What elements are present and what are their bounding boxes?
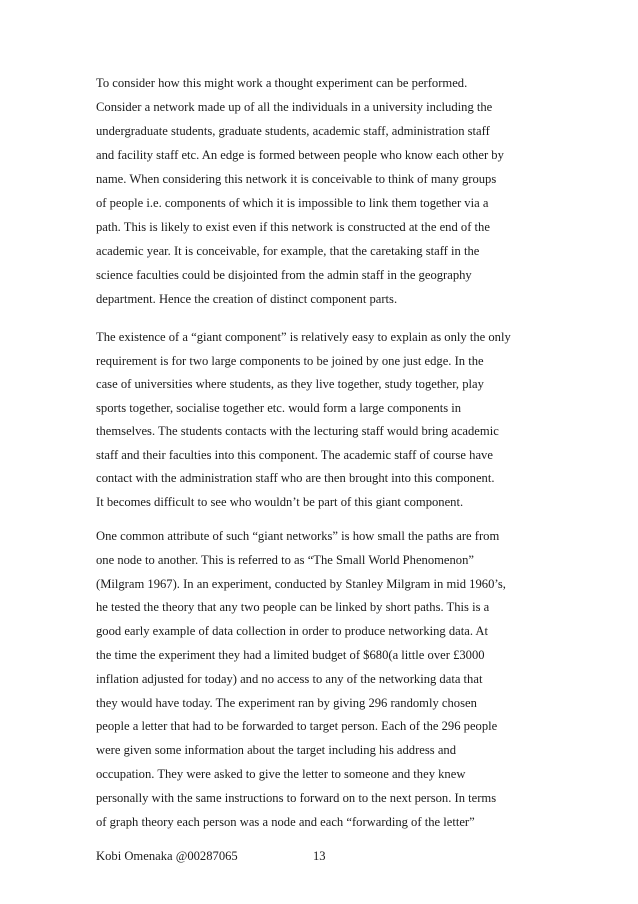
paragraph-line: the time the experiment they had a limited budget of $680(a little over £3000	[96, 648, 485, 662]
paragraph-line: The existence of a “giant component” is relatively easy to explain as only the only	[96, 330, 511, 344]
footer-author: Kobi Omenaka @00287065	[96, 849, 238, 863]
paragraph-line: good early example of data collection in order to produce networking data. At	[96, 624, 489, 639]
paragraph-line: To consider how this might work a thought experiment can be performed.	[96, 76, 468, 90]
paragraph-line: themselves. The students contacts with the lecturing staff would bring academic	[96, 424, 499, 438]
paragraph-line: case of universities where students, as they live together, study together, play	[96, 377, 484, 391]
paragraph-line: and facility staff etc. An edge is formed between people who know each other by	[96, 148, 504, 162]
paragraph-line: (Milgram 1967). In an experiment, conducted by Stanley Milgram in mid 1960’s,	[96, 576, 506, 591]
paragraph-line: undergraduate students, graduate students, academic staff, administration staff	[96, 124, 490, 138]
paragraph-line: requirement is for two large components to be joined by one just edge. In the	[96, 353, 484, 368]
paragraph-line: they would have today. The experiment ran by giving 296 randomly chosen	[96, 695, 477, 710]
paragraph-line: contact with the administration staff who are then brought into this component.	[96, 471, 495, 485]
page-number: 13	[313, 849, 326, 863]
paragraph-line: path. This is likely to exist even if this network is constructed at the end of the	[96, 220, 490, 234]
paragraph-line: of people i.e. components of which it is impossible to link them together via a	[96, 196, 489, 210]
paragraph-line: staff and their faculties into this component. The academic staff of course have	[96, 447, 493, 462]
paragraph-line: department. Hence the creation of distinct component parts.	[96, 292, 398, 306]
paragraph-line: One common attribute of such “giant networks” is how small the paths are from	[96, 529, 500, 543]
paragraph-line: were given some information about the target including his address and	[96, 743, 456, 758]
paragraph-line: one node to another. This is referred to as “The Small World Phenomenon”	[96, 552, 474, 567]
paragraph-line: he tested the theory that any two people can be linked by short paths. This is a	[96, 600, 490, 615]
paragraph-network-thought-experiment	[96, 75, 552, 306]
paragraph-line: academic year. It is conceivable, for example, that the caretaking staff in the	[96, 244, 480, 258]
paragraph-line: inflation adjusted for today) and no access to any of the networking data that	[96, 671, 483, 686]
paragraph-line: sports together, socialise together etc. would form a large components in	[96, 400, 462, 415]
paragraph-line: It becomes difficult to see who wouldn’t be part of this giant component.	[96, 494, 464, 509]
paragraph-line: of graph theory each person was a node and each “forwarding of the letter”	[96, 814, 475, 829]
paragraph-line: people a letter that had to be forwarded to target person. Each of the 296 people	[96, 719, 498, 734]
paragraph-small-world	[96, 528, 552, 828]
paragraph-line: occupation. They were asked to give the letter to someone and they knew	[96, 767, 466, 781]
paragraph-line: personally with the same instructions to forward on to the next person. In terms	[96, 790, 497, 805]
paragraph-line: Consider a network made up of all the individuals in a university including the	[96, 100, 493, 114]
paragraph-giant-component	[96, 329, 552, 513]
paragraph-line: name. When considering this network it is conceivable to think of many groups	[96, 172, 497, 186]
paragraph-line: science faculties could be disjointed from the admin staff in the geography	[96, 268, 472, 282]
